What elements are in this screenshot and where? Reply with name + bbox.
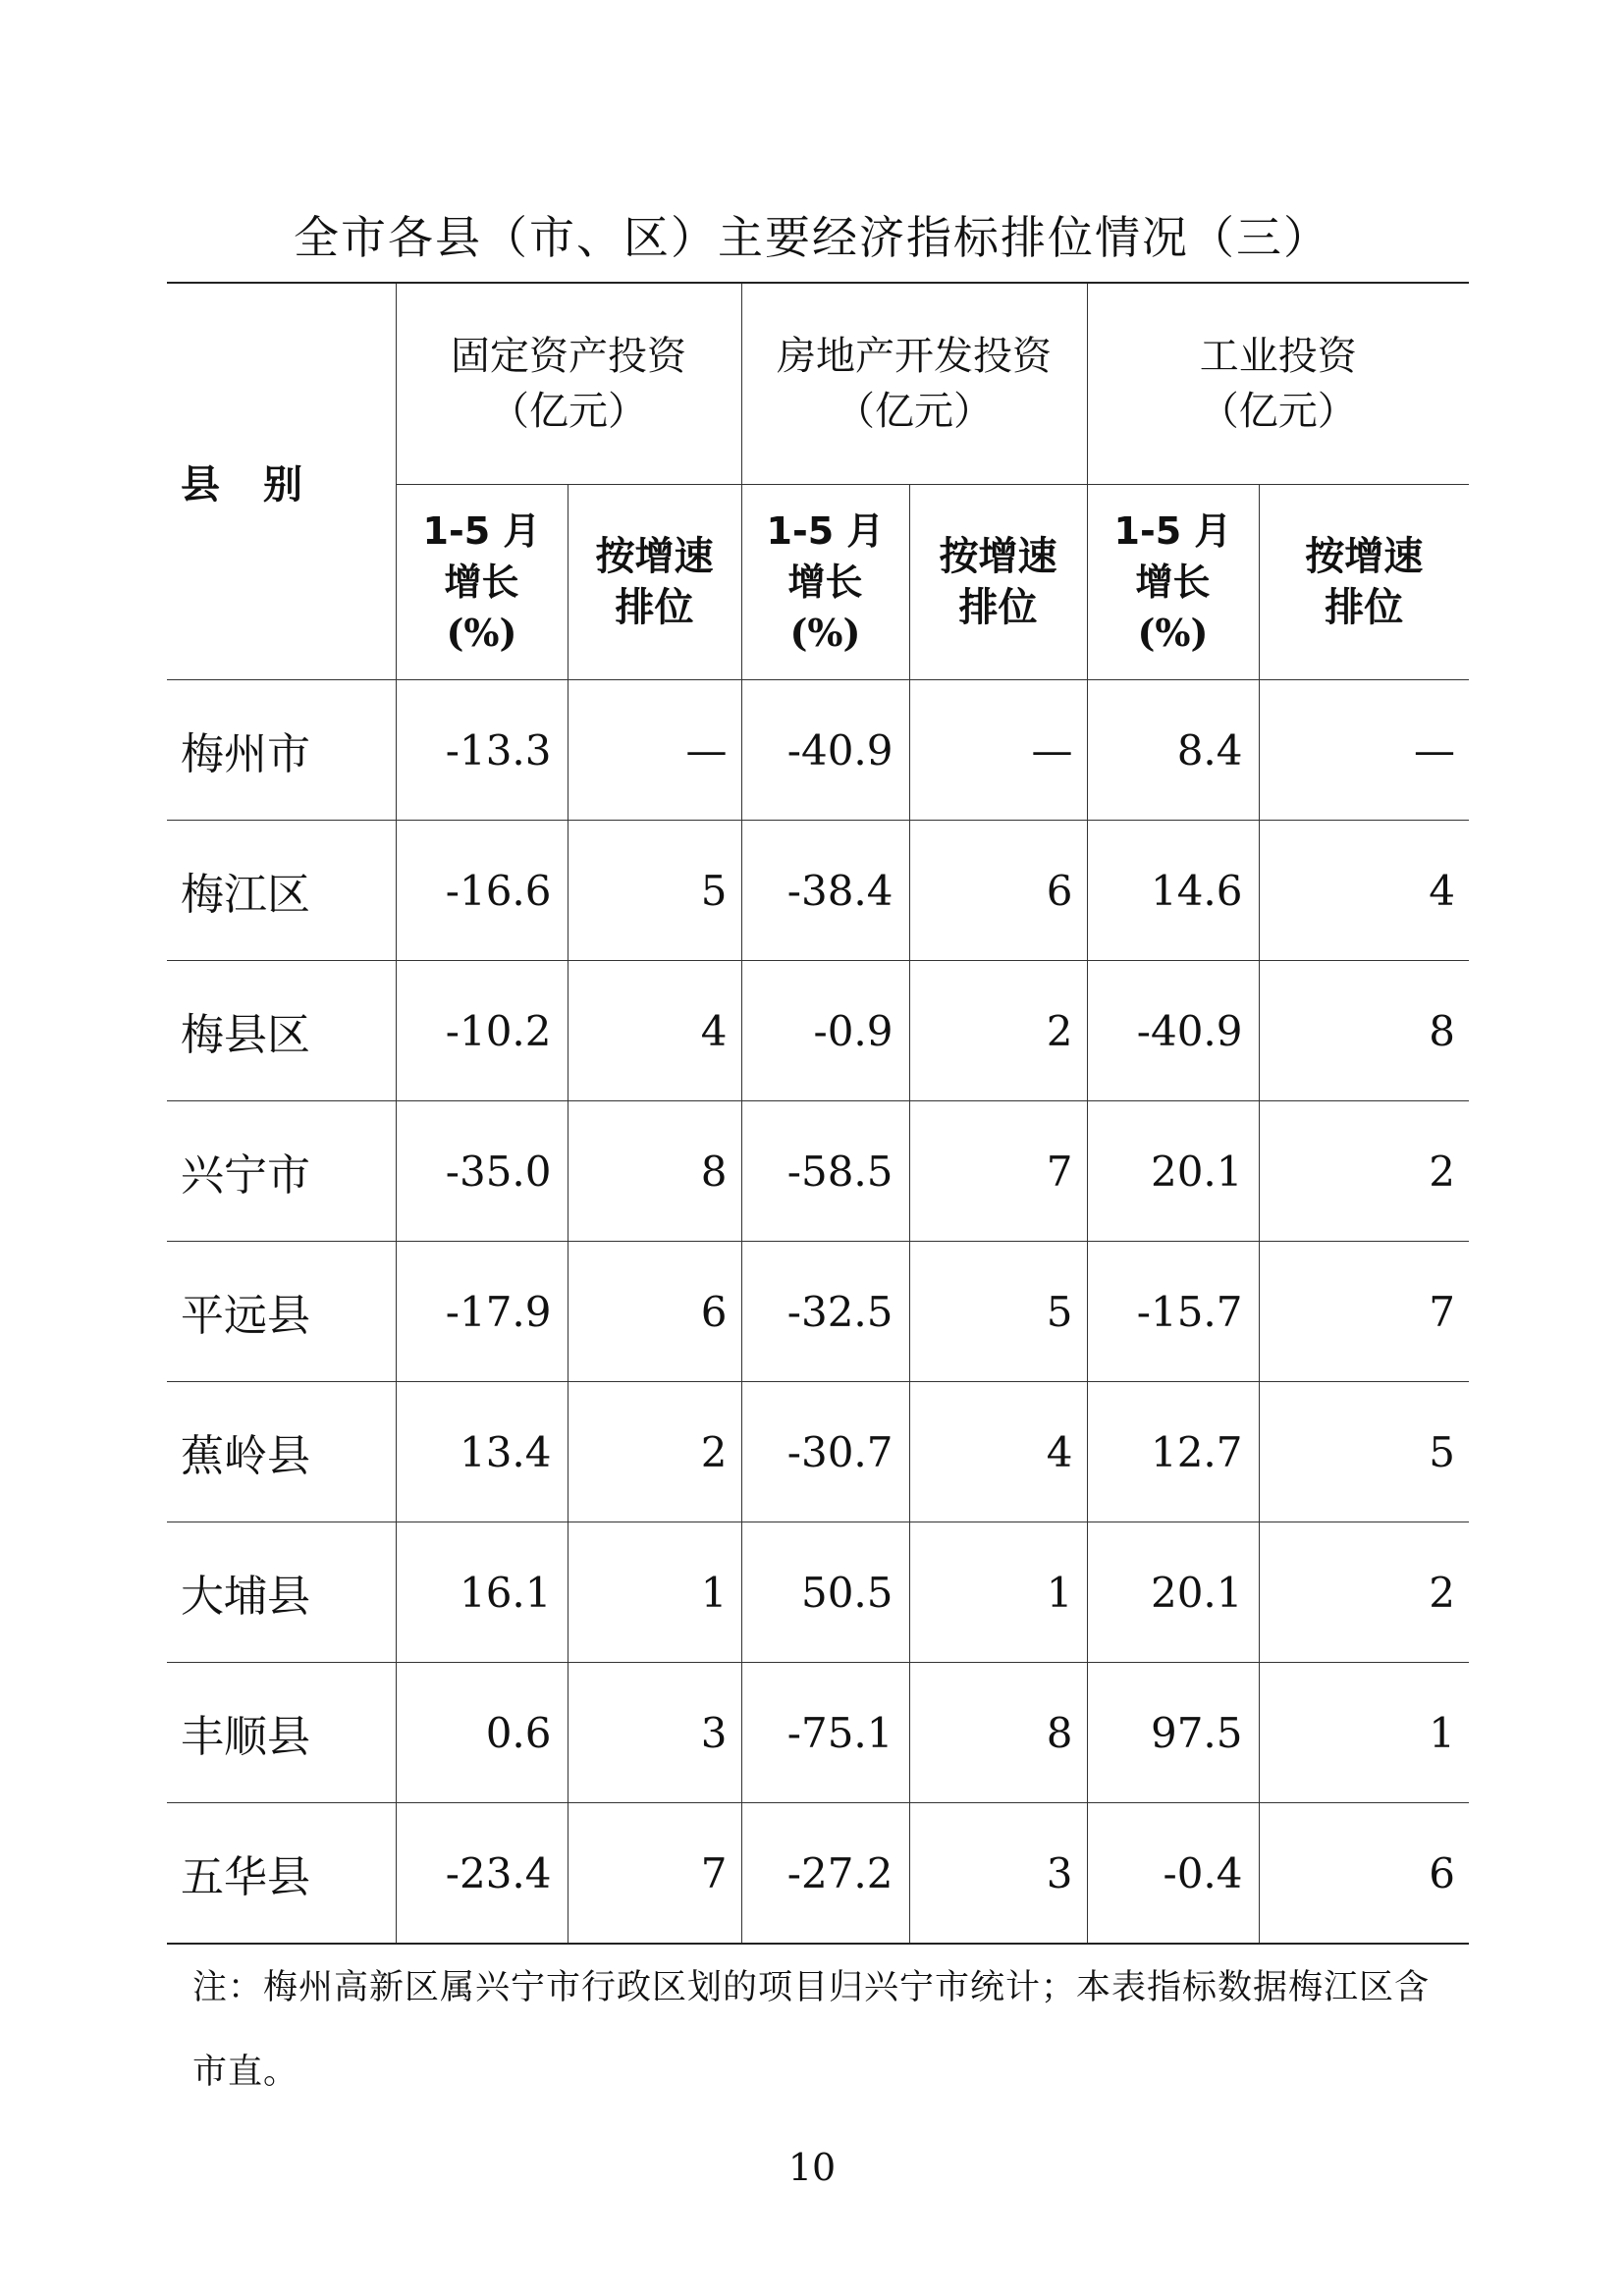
realestate-rank-cell: — bbox=[909, 680, 1087, 821]
industrial-rank-cell: 1 bbox=[1259, 1663, 1469, 1803]
industrial-rank-cell: 2 bbox=[1259, 1101, 1469, 1242]
realestate-rank-cell: 6 bbox=[909, 821, 1087, 961]
growth-label: 增长 bbox=[1135, 561, 1211, 604]
growth-header bbox=[1087, 485, 1259, 680]
fixed-growth-cell: 13.4 bbox=[396, 1382, 568, 1522]
growth-unit: (%) bbox=[1137, 611, 1209, 655]
industrial-rank-cell: 6 bbox=[1259, 1803, 1469, 1945]
footnote: 注：梅州高新区属兴宁市行政区划的项目归兴宁市统计；本表指标数据梅江区含市直。 bbox=[192, 1968, 1431, 2092]
realestate-rank-cell: 7 bbox=[909, 1101, 1087, 1242]
fixed-growth-cell: -10.2 bbox=[396, 961, 568, 1101]
growth-header bbox=[396, 485, 568, 680]
growth-label: 增长 bbox=[444, 561, 519, 604]
industrial-investment-header bbox=[1087, 283, 1469, 485]
indicator-ranking-table bbox=[167, 282, 1469, 1945]
group-name: 工业投资 bbox=[1199, 334, 1357, 379]
industrial-growth-cell: -0.4 bbox=[1087, 1803, 1259, 1945]
growth-period: 1-5 月 bbox=[1113, 509, 1232, 553]
growth-unit: (%) bbox=[789, 611, 861, 655]
rank-header-line1: 按增速 bbox=[1305, 534, 1424, 579]
industrial-rank-cell: 4 bbox=[1259, 821, 1469, 961]
county-name: 丰顺县 bbox=[167, 1663, 396, 1803]
growth-period: 1-5 月 bbox=[422, 509, 541, 553]
growth-header bbox=[741, 485, 909, 680]
fixed-asset-investment-header bbox=[396, 283, 741, 485]
fixed-growth-cell: -35.0 bbox=[396, 1101, 568, 1242]
fixed-rank-cell: — bbox=[568, 680, 741, 821]
growth-label: 增长 bbox=[787, 561, 863, 604]
industrial-growth-cell: -40.9 bbox=[1087, 961, 1259, 1101]
realestate-growth-cell: -38.4 bbox=[741, 821, 909, 961]
realestate-rank-cell: 4 bbox=[909, 1382, 1087, 1522]
fixed-rank-cell: 4 bbox=[568, 961, 741, 1101]
table-row bbox=[167, 1101, 1469, 1242]
industrial-growth-cell: 14.6 bbox=[1087, 821, 1259, 961]
realestate-rank-cell: 3 bbox=[909, 1803, 1087, 1945]
table-row bbox=[167, 1522, 1469, 1663]
table-row bbox=[167, 680, 1469, 821]
industrial-growth-cell: 97.5 bbox=[1087, 1663, 1259, 1803]
fixed-rank-cell: 8 bbox=[568, 1101, 741, 1242]
realestate-growth-cell: -75.1 bbox=[741, 1663, 909, 1803]
industrial-growth-cell: 20.1 bbox=[1087, 1101, 1259, 1242]
fixed-rank-cell: 5 bbox=[568, 821, 741, 961]
rank-header-line2: 排位 bbox=[615, 585, 694, 630]
county-name: 蕉岭县 bbox=[167, 1382, 396, 1522]
group-unit: （亿元） bbox=[490, 389, 647, 434]
fixed-rank-cell: 1 bbox=[568, 1522, 741, 1663]
industrial-rank-cell: 2 bbox=[1259, 1522, 1469, 1663]
industrial-growth-cell: 20.1 bbox=[1087, 1522, 1259, 1663]
group-unit: （亿元） bbox=[1199, 389, 1357, 434]
county-name: 大埔县 bbox=[167, 1522, 396, 1663]
county-name: 梅江区 bbox=[167, 821, 396, 961]
fixed-rank-cell: 6 bbox=[568, 1242, 741, 1382]
fixed-growth-cell: -16.6 bbox=[396, 821, 568, 961]
fixed-growth-cell: -23.4 bbox=[396, 1803, 568, 1945]
realestate-rank-cell: 1 bbox=[909, 1522, 1087, 1663]
fixed-rank-cell: 2 bbox=[568, 1382, 741, 1522]
fixed-growth-cell: 0.6 bbox=[396, 1663, 568, 1803]
table-row bbox=[167, 1242, 1469, 1382]
group-name: 固定资产投资 bbox=[451, 334, 686, 379]
realestate-growth-cell: -40.9 bbox=[741, 680, 909, 821]
industrial-rank-cell: 5 bbox=[1259, 1382, 1469, 1522]
realestate-rank-cell: 2 bbox=[909, 961, 1087, 1101]
industrial-growth-cell: -15.7 bbox=[1087, 1242, 1259, 1382]
fixed-rank-cell: 7 bbox=[568, 1803, 741, 1945]
realestate-rank-cell: 8 bbox=[909, 1663, 1087, 1803]
rank-header-line1: 按增速 bbox=[595, 534, 714, 579]
realestate-growth-cell: 50.5 bbox=[741, 1522, 909, 1663]
rank-header bbox=[909, 485, 1087, 680]
industrial-growth-cell: 8.4 bbox=[1087, 680, 1259, 821]
page-title: 全市各县（市、区）主要经济指标排位情况（三） bbox=[294, 211, 1330, 264]
growth-unit: (%) bbox=[446, 611, 517, 655]
rank-header-line1: 按增速 bbox=[939, 534, 1057, 579]
fixed-growth-cell: -13.3 bbox=[396, 680, 568, 821]
county-column-header: 县 别 bbox=[167, 283, 396, 680]
rank-header-line2: 排位 bbox=[1325, 585, 1404, 630]
table-row bbox=[167, 961, 1469, 1101]
rank-header bbox=[1259, 485, 1469, 680]
county-name: 梅州市 bbox=[167, 680, 396, 821]
industrial-rank-cell: 8 bbox=[1259, 961, 1469, 1101]
fixed-growth-cell: -17.9 bbox=[396, 1242, 568, 1382]
table-row bbox=[167, 1663, 1469, 1803]
page-number: 10 bbox=[787, 2146, 837, 2189]
real-estate-investment-header bbox=[741, 283, 1087, 485]
industrial-rank-cell: 7 bbox=[1259, 1242, 1469, 1382]
table-row bbox=[167, 1803, 1469, 1945]
industrial-growth-cell: 12.7 bbox=[1087, 1382, 1259, 1522]
realestate-growth-cell: -0.9 bbox=[741, 961, 909, 1101]
table-row bbox=[167, 1382, 1469, 1522]
group-unit: （亿元） bbox=[836, 389, 993, 434]
rank-header-line2: 排位 bbox=[958, 585, 1038, 630]
group-name: 房地产开发投资 bbox=[777, 334, 1052, 379]
header-row-groups bbox=[167, 283, 1469, 485]
county-name: 兴宁市 bbox=[167, 1101, 396, 1242]
county-name: 梅县区 bbox=[167, 961, 396, 1101]
realestate-growth-cell: -32.5 bbox=[741, 1242, 909, 1382]
industrial-rank-cell: — bbox=[1259, 680, 1469, 821]
realestate-growth-cell: -30.7 bbox=[741, 1382, 909, 1522]
rank-header bbox=[568, 485, 741, 680]
realestate-growth-cell: -27.2 bbox=[741, 1803, 909, 1945]
fixed-growth-cell: 16.1 bbox=[396, 1522, 568, 1663]
growth-period: 1-5 月 bbox=[766, 509, 885, 553]
county-name: 五华县 bbox=[167, 1803, 396, 1945]
fixed-rank-cell: 3 bbox=[568, 1663, 741, 1803]
realestate-growth-cell: -58.5 bbox=[741, 1101, 909, 1242]
table-row bbox=[167, 821, 1469, 961]
realestate-rank-cell: 5 bbox=[909, 1242, 1087, 1382]
county-name: 平远县 bbox=[167, 1242, 396, 1382]
